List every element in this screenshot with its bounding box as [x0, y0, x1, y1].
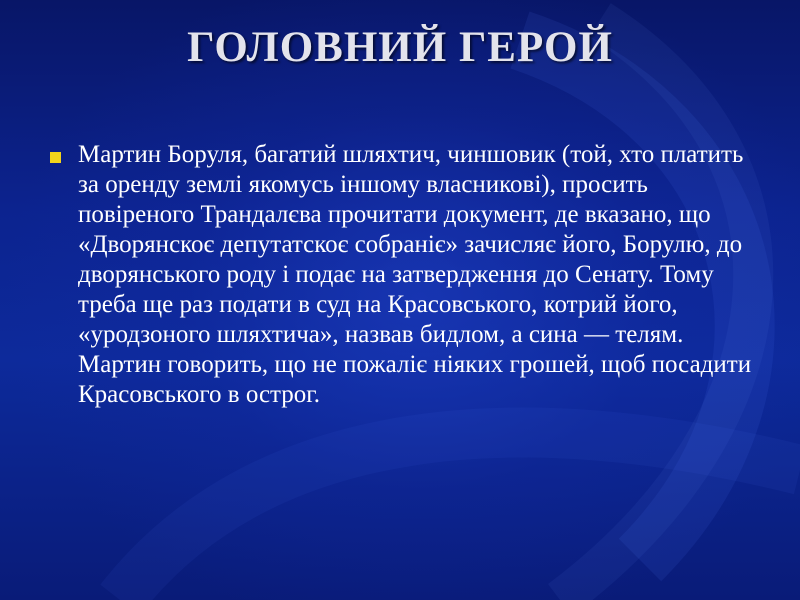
bullet-text: Мартин Боруля, багатий шляхтич, чиншовик (той, хто платить за оренду землі якомусь іншому власникові), просить повіреного Трандалєва прочитати документ, де вказано, що «Дворянскоє депутатскоє собраніє» зачисляє його, Борулю, до дворянського роду і подає на затвердження до Сенату. Тому треба ще раз подати в суд на Красовського, котрий його, «уродзоного шляхтича», назвав бидлом, а сина — телям. Мартин говорить, що не пожаліє ніяких грошей, щоб посадити Красовського в острог.: [78, 141, 752, 408]
bullet-item: [46, 140, 766, 410]
bullet-square-icon: [50, 152, 61, 163]
slide-title: ГОЛОВНИЙ ГЕРОЙ: [187, 24, 613, 71]
slide-content: [46, 140, 766, 410]
